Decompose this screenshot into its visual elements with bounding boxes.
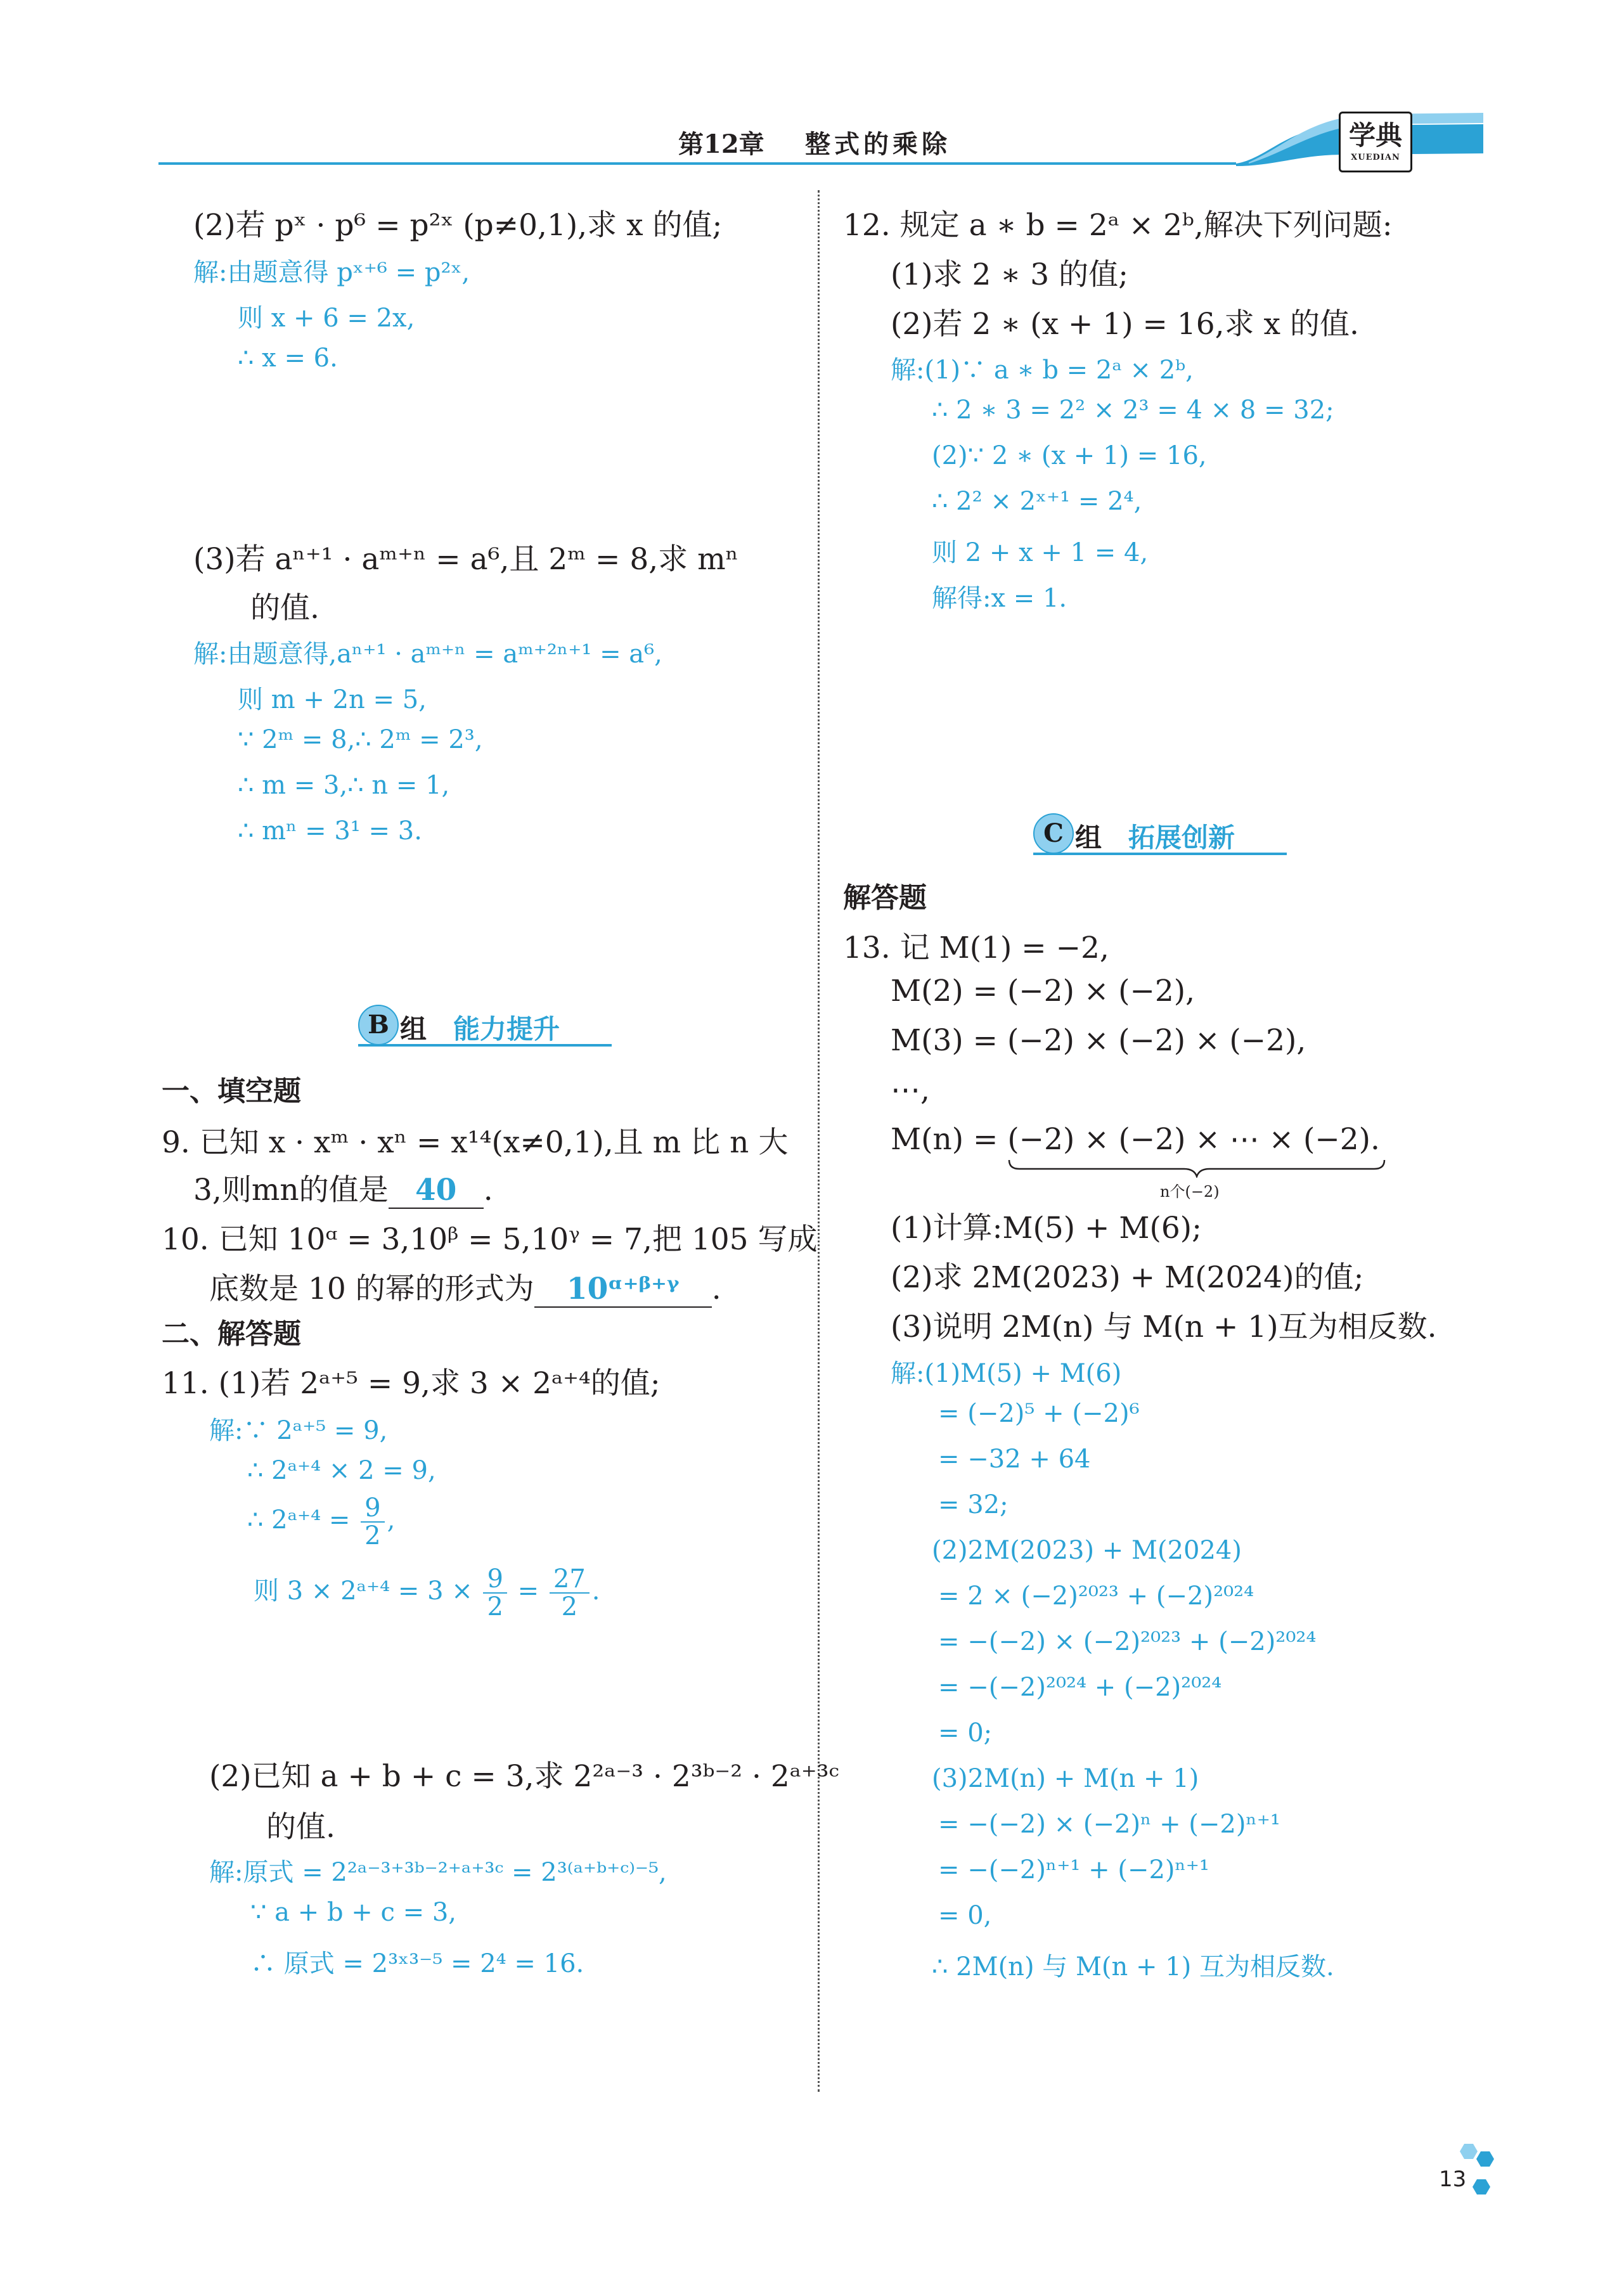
answer-line: (2)2M(2023) + M(2024) (932, 1536, 1242, 1565)
q11-part1: 11. (1)若 2ᵃ⁺⁵ = 9,求 3 × 2ᵃ⁺⁴的值; (162, 1366, 661, 1401)
answer-line: ∴ mⁿ = 3¹ = 3. (238, 816, 422, 846)
brand-sub: XUEDIAN (1351, 153, 1400, 162)
numerator: 27 (550, 1566, 590, 1594)
answer-line: ∴ 2M(n) 与 M(n + 1) 互为相反数. (932, 1952, 1334, 1982)
denominator: 2 (561, 1592, 578, 1621)
q9-text: 3,则mn的值是 (193, 1173, 389, 1208)
section-heading: 解答题 (843, 882, 927, 914)
group-zu: 组 (1075, 822, 1102, 853)
q10-end: . (711, 1272, 721, 1306)
answer-line: 解得:x = 1. (932, 584, 1067, 613)
q9-line1: 9. 已知 x · xᵐ · xⁿ = x¹⁴(x≠0,1),且 m 比 n 大 (162, 1125, 789, 1160)
q10-line1: 10. 已知 10ᵅ = 3,10ᵝ = 5,10ᵞ = 7,把 105 写成 (162, 1222, 818, 1257)
fraction (550, 1566, 590, 1620)
group-title: 能力提升 (453, 1014, 560, 1045)
answer-line: = −(−2)²⁰²⁴ + (−2)²⁰²⁴ (938, 1673, 1222, 1702)
answer-line: 则 x + 6 = 2x, (238, 304, 415, 333)
q13-line3: M(3) = (−2) × (−2) × (−2), (891, 1023, 1306, 1058)
answer-line: 则 m + 2n = 5, (238, 685, 427, 714)
fraction (483, 1566, 506, 1620)
q12-line2: (1)求 2 ∗ 3 的值; (891, 257, 1128, 292)
answer-line: = 0; (938, 1718, 993, 1748)
answer-line: = 32; (938, 1490, 1009, 1519)
numerator: 9 (483, 1566, 506, 1594)
q9-answer-blank: 40 (389, 1173, 484, 1209)
answer-line (254, 1566, 600, 1620)
group-letter: B (358, 1005, 399, 1045)
q-part2: (2)若 pˣ · p⁶ = p²ˣ (p≠0,1),求 x 的值; (193, 208, 723, 243)
answer-line: ∴ 2² × 2ˣ⁺¹ = 2⁴, (932, 487, 1142, 516)
answer-text: 则 3 × 2ᵃ⁺⁴ = 3 × (254, 1576, 473, 1606)
group-title: 拓展创新 (1128, 822, 1235, 853)
q13-part3: (3)说明 2M(n) 与 M(n + 1)互为相反数. (891, 1310, 1437, 1344)
answer-end: . (591, 1576, 600, 1606)
column-divider (818, 190, 820, 2092)
q-part3-cont: 的值. (250, 591, 319, 626)
answer-line: ∵ a + b + c = 3, (250, 1898, 457, 1927)
answer-line: (3)2M(n) + M(n + 1) (932, 1764, 1199, 1793)
q11-part2-cont: 的值. (266, 1810, 335, 1845)
denominator: 2 (364, 1521, 381, 1550)
answer-line: ∴ x = 6. (238, 344, 338, 373)
section-heading: 一、填空题 (162, 1075, 301, 1107)
brand-logo: 学典 (1348, 120, 1402, 151)
q13-line1: 13. 记 M(1) = −2, (843, 931, 1109, 965)
answer-line: = −(−2) × (−2)ⁿ + (−2)ⁿ⁺¹ (938, 1810, 1280, 1839)
q12-line1: 12. 规定 a ∗ b = 2ᵃ × 2ᵇ,解决下列问题: (843, 208, 1393, 243)
section-heading: 二、解答题 (162, 1318, 301, 1350)
q13-end: . (1370, 1122, 1380, 1157)
q10-text: 底数是 10 的幂的形式为 (209, 1272, 534, 1306)
denominator: 2 (487, 1592, 503, 1621)
q9-line2 (193, 1166, 493, 1209)
answer-line: 解:原式 = 2²ᵃ⁻³⁺³ᵇ⁻²⁺ᵃ⁺³ᶜ = 2³⁽ᵃ⁺ᵇ⁺ᶜ⁾⁻⁵, (209, 1858, 667, 1887)
group-c-badge (1033, 813, 1287, 858)
answer-line: 解:∵ 2ᵃ⁺⁵ = 9, (209, 1416, 388, 1445)
answer-end: , (387, 1505, 396, 1535)
answer-line (247, 1495, 395, 1549)
page-number: 13 (1439, 2167, 1467, 2192)
q13-line2: M(2) = (−2) × (−2), (891, 974, 1195, 1009)
numerator: 9 (361, 1495, 384, 1523)
q13-line5 (891, 1122, 1380, 1157)
brand-box (1339, 112, 1412, 172)
answer-line: = 2 × (−2)²⁰²³ + (−2)²⁰²⁴ (938, 1582, 1254, 1611)
group-b-badge (358, 1005, 612, 1049)
underbrace-label: n个(−2) (1160, 1183, 1220, 1201)
answer-line: 解:由题意得,aⁿ⁺¹ · aᵐ⁺ⁿ = aᵐ⁺²ⁿ⁺¹ = a⁶, (193, 640, 662, 669)
group-zu: 组 (400, 1014, 427, 1045)
answer-line: 解:(1)M(5) + M(6) (891, 1359, 1122, 1388)
group-letter: C (1033, 813, 1074, 854)
q13-part2: (2)求 2M(2023) + M(2024)的值; (891, 1260, 1364, 1295)
q11-part2: (2)已知 a + b + c = 3,求 2²ᵃ⁻³ · 2³ᵇ⁻² · 2ᵃ⁺³ᶜ (209, 1759, 839, 1794)
chapter-label: 第12章 (678, 129, 764, 159)
answer-line: ∴ m = 3,∴ n = 1, (238, 771, 450, 800)
underbrace (1007, 1159, 1387, 1178)
answer-line: ∴ 原式 = 2³ˣ³⁻⁵ = 2⁴ = 16. (250, 1949, 584, 1978)
fraction (361, 1495, 384, 1549)
q12-line3: (2)若 2 ∗ (x + 1) = 16,求 x 的值. (891, 307, 1359, 342)
q-part3: (3)若 aⁿ⁺¹ · aᵐ⁺ⁿ = a⁶,且 2ᵐ = 8,求 mⁿ (193, 542, 738, 577)
answer-line: ∴ 2ᵃ⁺⁴ × 2 = 9, (247, 1456, 436, 1485)
answer-line: (2)∵ 2 ∗ (x + 1) = 16, (932, 441, 1207, 470)
q10-answer-blank: 10ᵅ⁺ᵝ⁺ᵞ (534, 1272, 712, 1308)
answer-line: 解:由题意得 pˣ⁺⁶ = p²ˣ, (193, 258, 470, 287)
chapter-title: 整式的乘除 (805, 129, 951, 159)
q13-line4: ⋯, (891, 1073, 930, 1107)
answer-line: ∴ 2 ∗ 3 = 2² × 2³ = 4 × 8 = 32; (932, 396, 1334, 425)
q13-part1: (1)计算:M(5) + M(6); (891, 1211, 1202, 1246)
answer-line: = −32 + 64 (938, 1445, 1091, 1474)
answer-line: = 0, (938, 1901, 992, 1930)
answer-line: 解:(1)∵ a ∗ b = 2ᵃ × 2ᵇ, (891, 356, 1194, 385)
q13-product: (−2) × (−2) × ⋯ × (−2) (1007, 1122, 1370, 1157)
q10-line2 (209, 1265, 721, 1308)
equals: = (517, 1576, 539, 1606)
q13-mn: M(n) = (891, 1122, 998, 1157)
answer-line: ∵ 2ᵐ = 8,∴ 2ᵐ = 2³, (238, 725, 483, 754)
answer-text: ∴ 2ᵃ⁺⁴ = (247, 1505, 351, 1535)
q9-end: . (483, 1173, 493, 1208)
answer-line: = −(−2) × (−2)²⁰²³ + (−2)²⁰²⁴ (938, 1627, 1317, 1656)
answer-line: = (−2)⁵ + (−2)⁶ (938, 1399, 1140, 1428)
answer-line: = −(−2)ⁿ⁺¹ + (−2)ⁿ⁺¹ (938, 1855, 1209, 1885)
answer-line: 则 2 + x + 1 = 4, (932, 538, 1149, 567)
